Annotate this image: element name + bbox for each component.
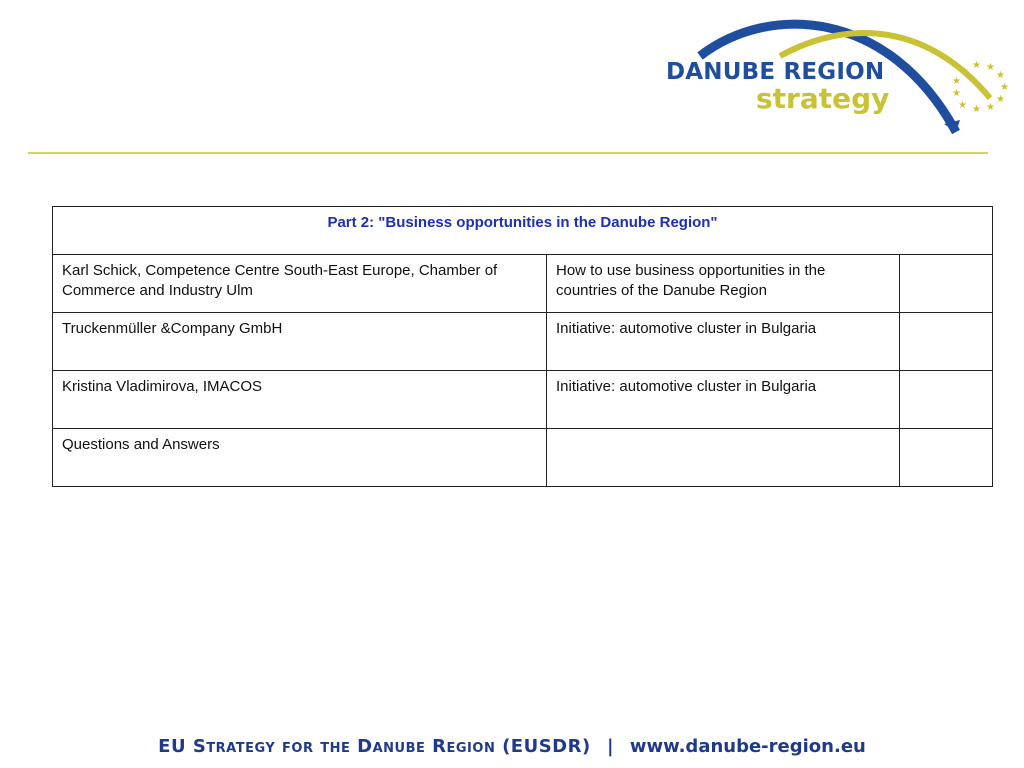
empty-cell: [900, 255, 993, 313]
topic-cell: Initiative: automotive cluster in Bulgaria: [547, 313, 900, 371]
svg-text:★: ★: [986, 102, 995, 113]
svg-text:★: ★: [958, 100, 967, 111]
header-divider: [28, 152, 988, 154]
topic-cell: Initiative: automotive cluster in Bulgaria: [547, 371, 900, 429]
topic-cell: How to use business opportunities in the countries of the Danube Region: [547, 255, 900, 313]
svg-text:★: ★: [972, 60, 981, 71]
footer-program-name: EU Strategy for the Danube Region (EUSDR): [158, 736, 591, 757]
table-header-title: Part 2: "Business opportunities in the Danube Region": [53, 207, 993, 255]
empty-cell: [900, 429, 993, 487]
table-row: [53, 429, 993, 487]
danube-region-strategy-logo: [660, 12, 1012, 140]
agenda-table: [52, 206, 993, 487]
footer-separator: |: [607, 736, 614, 757]
svg-text:★: ★: [986, 62, 995, 73]
logo-subtitle-text: strategy: [756, 82, 890, 115]
svg-text:★: ★: [1000, 82, 1009, 93]
svg-text:★: ★: [952, 76, 961, 87]
logo-title-text: DANUBE REGION: [666, 59, 885, 85]
speaker-cell: Karl Schick, Competence Centre South-East Europe, Chamber of Commerce and Industry Ulm: [53, 255, 547, 313]
speaker-cell: Kristina Vladimirova, IMACOS: [53, 371, 547, 429]
table-row: [53, 313, 993, 371]
table-row: [53, 371, 993, 429]
svg-text:★: ★: [952, 88, 961, 99]
footer-bar: [0, 736, 1024, 757]
svg-text:★: ★: [996, 70, 1005, 81]
topic-cell: [547, 429, 900, 487]
footer-website-link[interactable]: www.danube-region.eu: [629, 736, 866, 757]
empty-cell: [900, 313, 993, 371]
svg-text:★: ★: [972, 104, 981, 115]
empty-cell: [900, 371, 993, 429]
table-header-row: [53, 207, 993, 255]
table-row: [53, 255, 993, 313]
speaker-cell: Truckenmüller &Company GmbH: [53, 313, 547, 371]
speaker-cell: Questions and Answers: [53, 429, 547, 487]
svg-text:★: ★: [996, 94, 1005, 105]
svg-text:★: ★: [960, 66, 969, 77]
